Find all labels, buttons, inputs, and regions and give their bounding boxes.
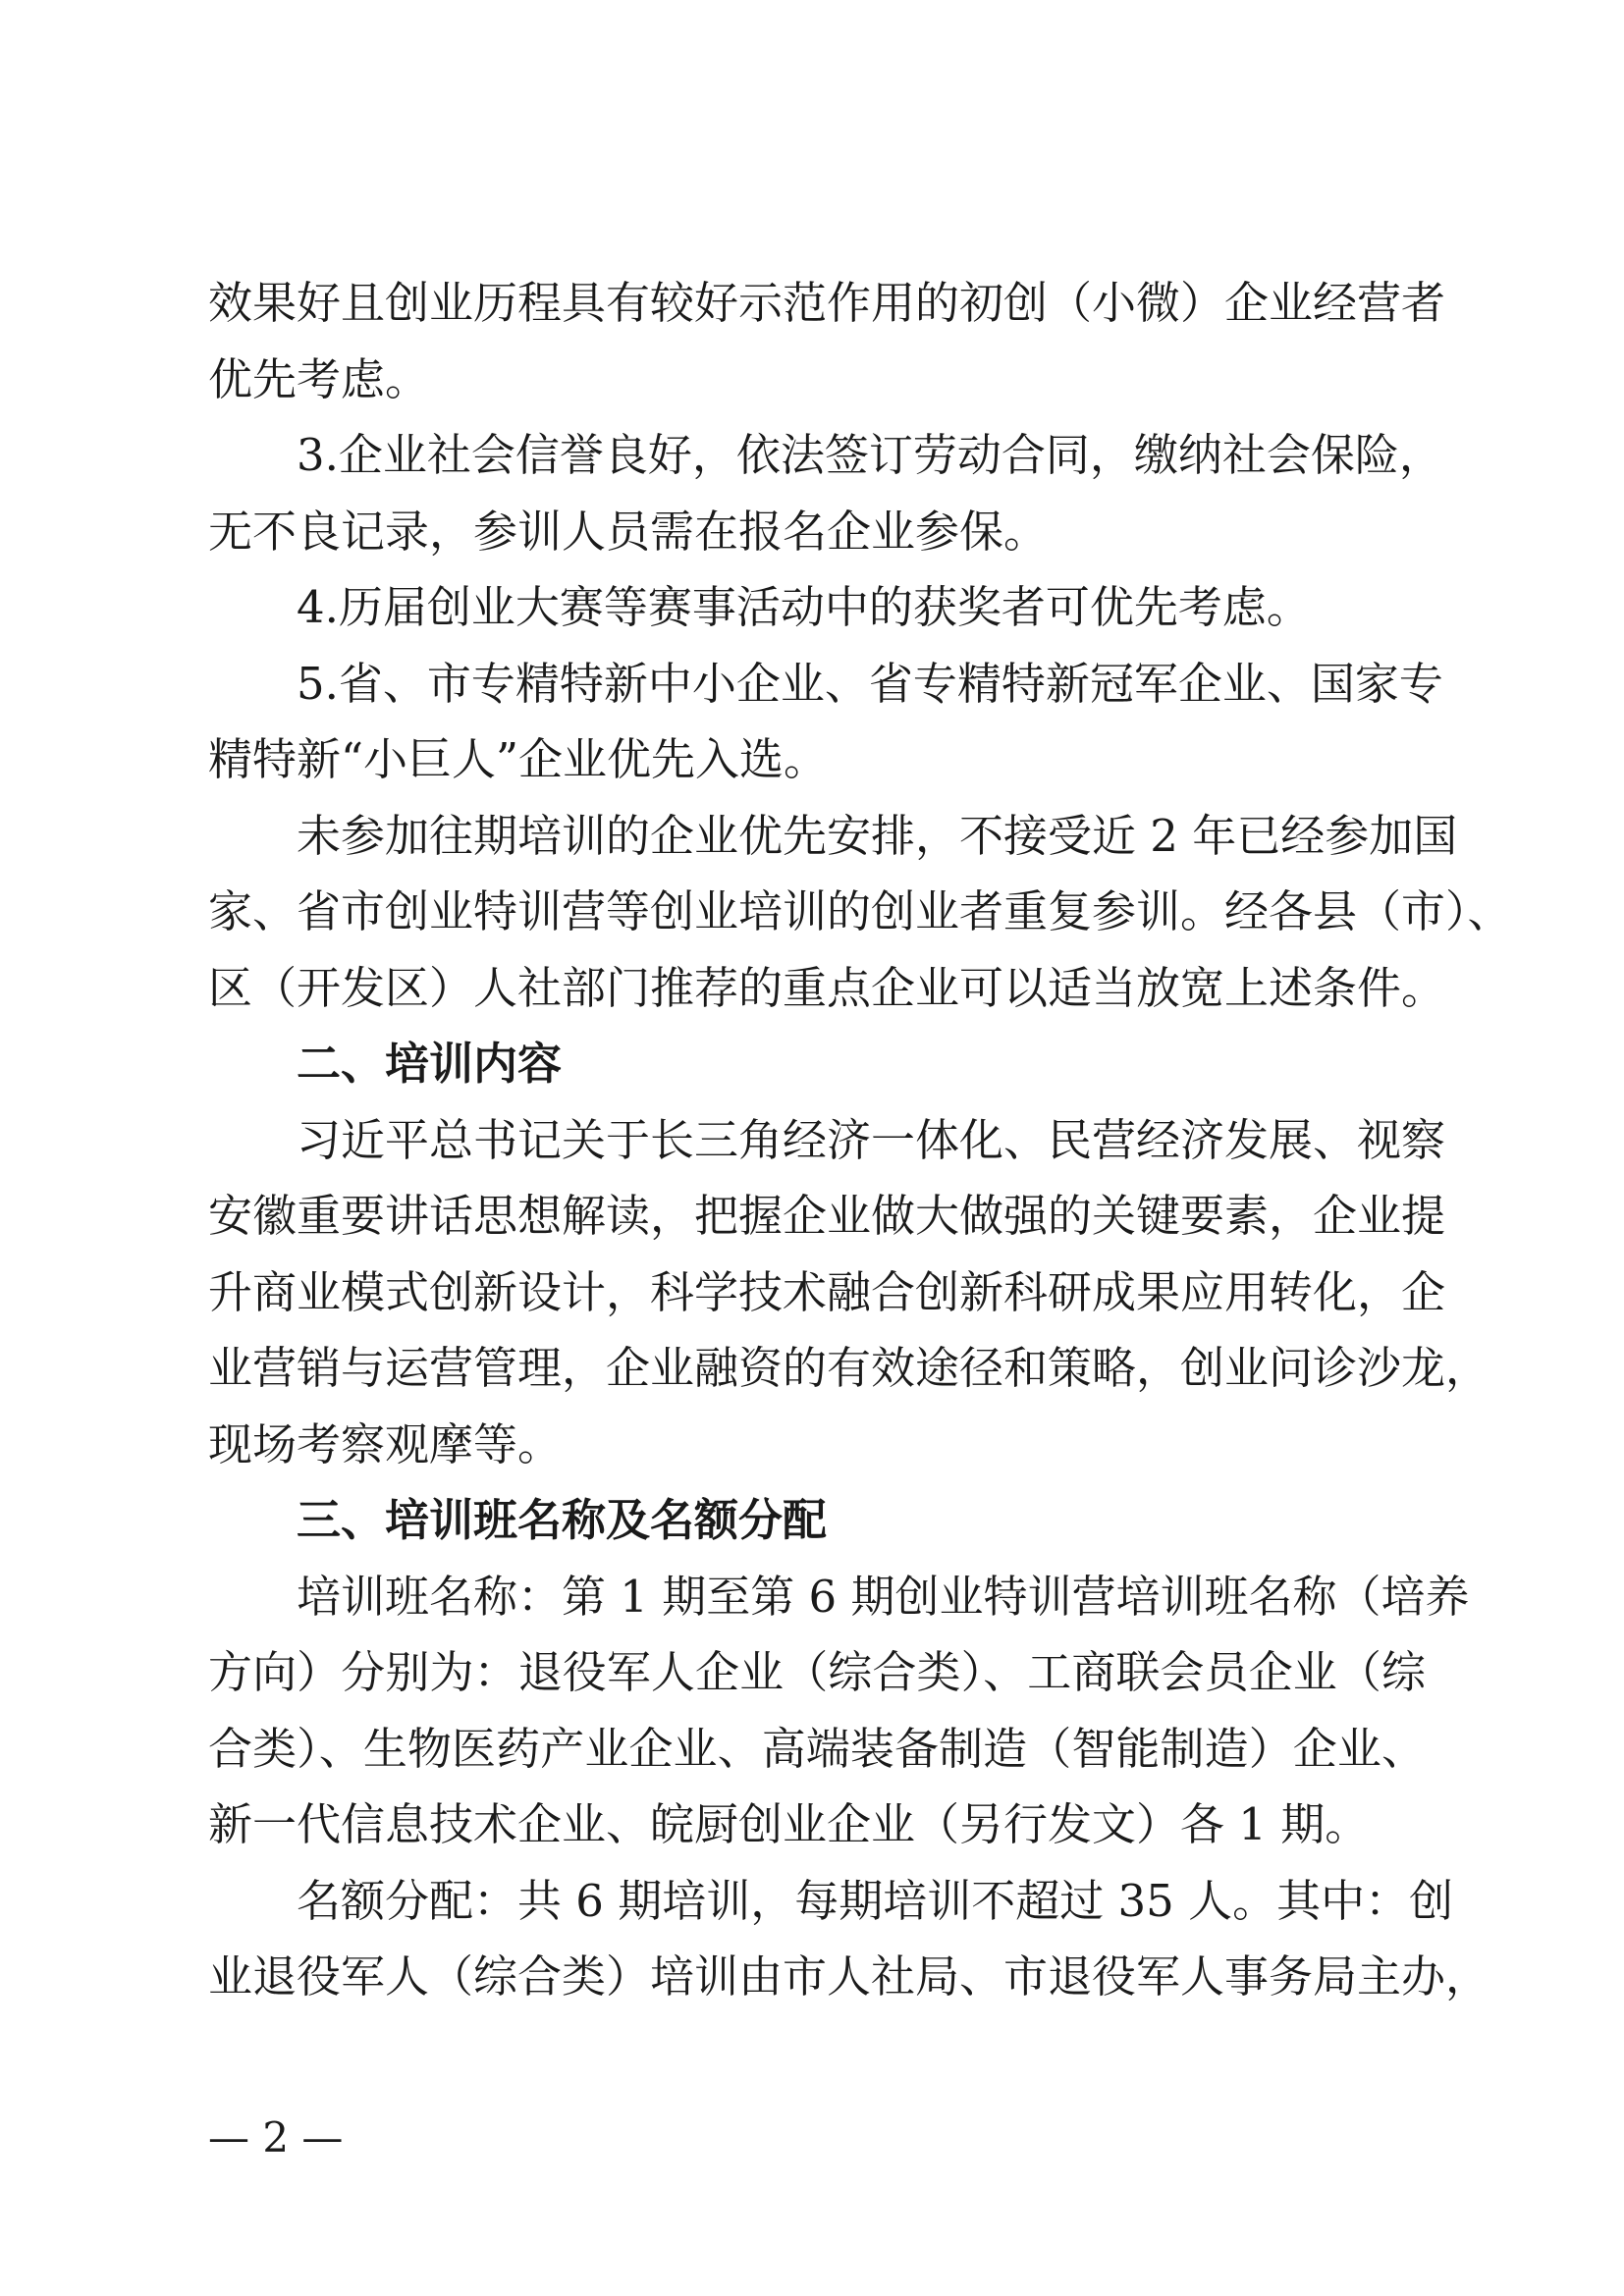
paragraph-line: 未参加往期培训的企业优先安排，不接受近 2 年已经参加国: [297, 809, 1458, 862]
page-number: — 2 —: [208, 2113, 344, 2162]
paragraph-line: 安徽重要讲话思想解读，把握企业做大做强的关键要素，企业提: [208, 1190, 1446, 1242]
paragraph-line: 优先考虑。: [208, 352, 430, 405]
paragraph-line: 无不良记录，参训人员需在报名企业参保。: [208, 505, 1049, 558]
paragraph-line: 业营销与运营管理，企业融资的有效途径和策略，创业问诊沙龙，: [208, 1342, 1490, 1394]
paragraph-line: 升商业模式创新设计，科学技术融合创新科研成果应用转化，企: [208, 1265, 1446, 1318]
paragraph-line: 家、省市创业特训营等创业培训的创业者重复参训。经各县（市）、: [208, 885, 1512, 937]
section-heading-class-names-quota: 三、培训班名称及名额分配: [297, 1494, 828, 1546]
paragraph-line: 方向）分别为：退役军人企业（综合类）、工商联会员企业（综: [208, 1646, 1426, 1698]
paragraph-line: 新一代信息技术企业、皖厨创业企业（另行发文）各 1 期。: [208, 1798, 1370, 1850]
paragraph-line: 合类）、生物医药产业企业、高端装备制造（智能制造）企业、: [208, 1722, 1426, 1775]
paragraph-line: 培训班名称：第 1 期至第 6 期创业特训营培训班名称（培养: [297, 1570, 1470, 1623]
paragraph-line: 区（开发区）人社部门推荐的重点企业可以适当放宽上述条件。: [208, 961, 1446, 1014]
paragraph-line: 名额分配：共 6 期培训，每期培训不超过 35 人。其中：创: [297, 1874, 1454, 1927]
criteria-item-3: 3.企业社会信誉良好，依法签订劳动合同，缴纳社会保险，: [297, 429, 1443, 481]
paragraph-line: 业退役军人（综合类）培训由市人社局、市退役军人事务局主办，: [208, 1950, 1490, 2002]
paragraph-line: 效果好且创业历程具有较好示范作用的初创（小微）企业经营者: [208, 277, 1446, 329]
paragraph-line: 现场考察观摩等。: [208, 1417, 563, 1470]
criteria-item-4: 4.历届创业大赛等赛事活动中的获奖者可优先考虑。: [297, 581, 1311, 633]
section-heading-training-content: 二、培训内容: [297, 1038, 563, 1090]
criteria-item-5: 5.省、市专精特新中小企业、省专精特新冠军企业、国家专: [297, 657, 1443, 710]
paragraph-line: 精特新“小巨人”企业优先入选。: [208, 733, 829, 785]
paragraph-line: 习近平总书记关于长三角经济一体化、民营经济发展、视察: [297, 1113, 1446, 1166]
document-body: [208, 265, 1512, 2015]
